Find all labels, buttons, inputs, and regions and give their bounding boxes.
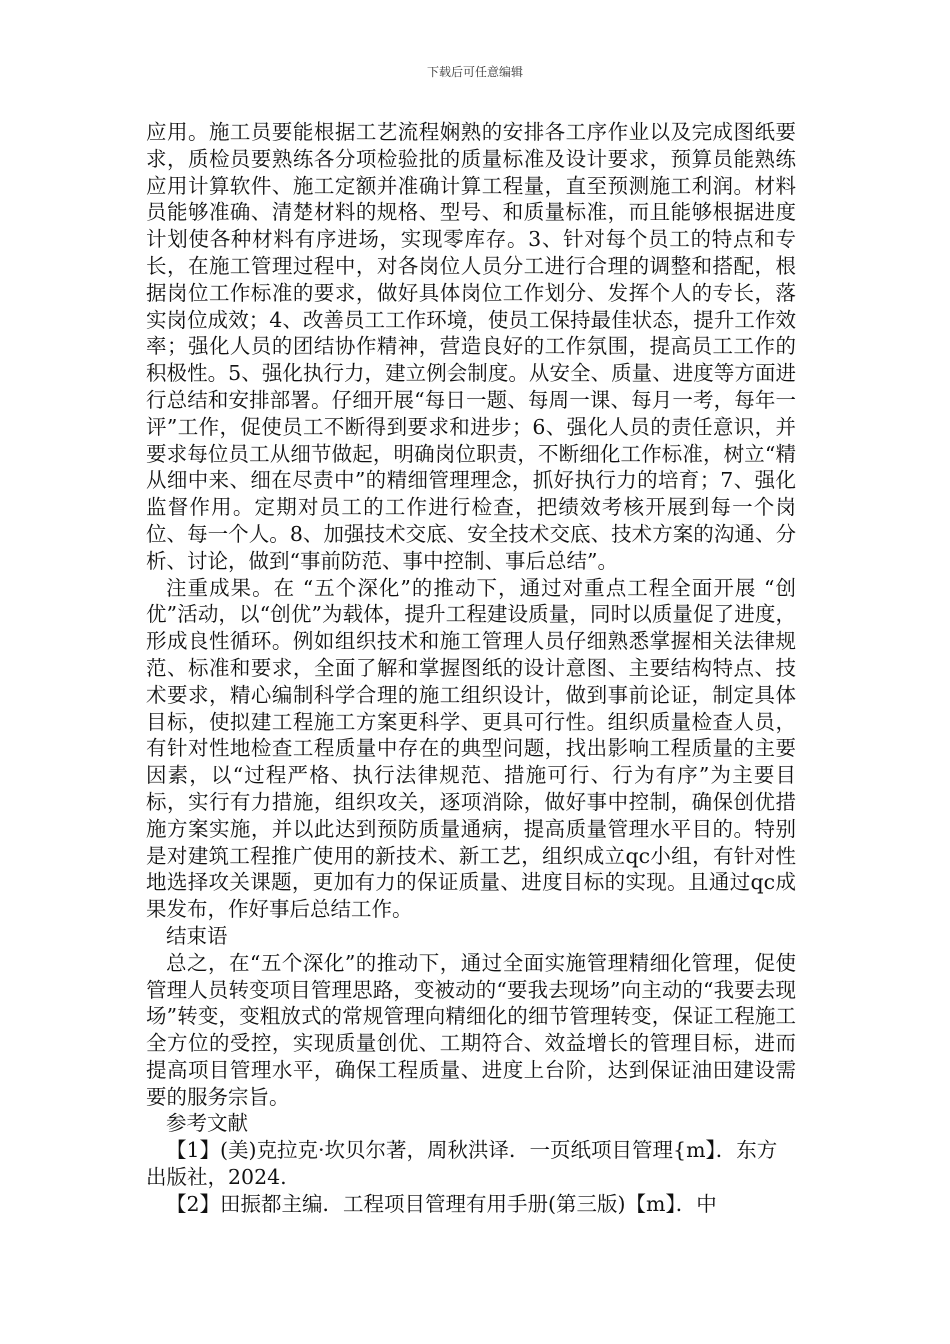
conclusion-heading: 结束语 bbox=[166, 923, 228, 948]
body-paragraph-2: 注重成果。在 “五个深化”的推动下，通过对重点工程全面开展 “创优”活动，以“创优”为载体，提升工程建设质量，同时以质量促了进度，形成良性循环。例如组织技术和施工管理人员仔细熟悉掌握相关法律规范、标准和要求，全面了解和掌握图纸的设计意图、主要结构特点、技术要求，精心编制科学合理的施工组织设计，做到事前论证，制定具体目标，使拟建工程施工方案更科学、更具可行性。组织质量检查人员，有针对性地检查工程质量中存在的典型问题，找出影响工程质量的主要因素，以“过程严格、执行法律规范、措施可行、行为有序”为主要目标，实行有力措施，组织攻关，逐项消除，做好事中控制，确保创优措施方案实施，并以此达到预防质量通病，提高质量管理水平目的。特别是对建筑工程推广使用的新技术、新工艺，组织成立qc小组，有针对性地选择攻关课题，更加有力的保证质量、进度目标的实现。且通过qc成果发布，作好事后总结工作。 bbox=[146, 575, 796, 922]
document-body bbox=[146, 119, 796, 1218]
references-heading: 参考文献 bbox=[166, 1111, 248, 1136]
page-header: 下载后可任意编辑 bbox=[426, 65, 523, 79]
reference-item-2: 【2】田振都主编．工程项目管理有用手册(第三版)【m】．中 bbox=[166, 1191, 717, 1216]
body-paragraph-3: 总之，在“五个深化”的推动下，通过全面实施管理精细化管理，促使管理人员转变项目管理思路，变被动的“要我去现场”向主动的“我要去现场”转变，变粗放式的常规管理向精细化的细节管理转变，保证工程施工全方位的受控，实现质量创优、工期符合、效益增长的管理目标，进而提高项目管理水平，确保工程质量、进度上台阶，达到保证油田建设需要的服务宗旨。 bbox=[146, 950, 796, 1109]
body-paragraph-1: 应用。施工员要能根据工艺流程娴熟的安排各工序作业以及完成图纸要求，质检员要熟练各分项检验批的质量标准及设计要求，预算员能熟练应用计算软件、施工定额并准确计算工程量，直至预测施工利润。材料员能够准确、清楚材料的规格、型号、和质量标准，而且能够根据进度计划使各种材料有序进场，实现零库存。3、针对每个员工的特点和专长，在施工管理过程中，对各岗位人员分工进行合理的调整和搭配，根据岗位工作标准的要求，做好具体岗位工作划分、发挥个人的专长，落实岗位成效；4、改善员工工作环境，使员工保持最佳状态，提升工作效率；强化人员的团结协作精神，营造良好的工作氛围，提高员工工作的积极性。5、强化执行力，建立例会制度。从安全、质量、进度等方面进行总结和安排部署。仔细开展“每日一题、每周一课、每月一考，每年一评”工作，促使员工不断得到要求和进步；6、强化人员的责任意识，并要求每位员工从细节做起，明确岗位职责，不断细化工作标准，树立“精从细中来、细在尽责中”的精细管理理念，抓好执行力的培育；7、强化监督作用。定期对员工的工作进行检查，把绩效考核开展到每一个岗位、每一个人。8、加强技术交底、安全技术交底、技术方案的沟通、分析、讨论，做到“事前防范、事中控制、事后总结”。 bbox=[146, 120, 796, 573]
reference-item-1: 【1】(美)克拉克·坎贝尔著，周秋洪译．一页纸项目管理{m】．东方出版社，2024. bbox=[146, 1138, 778, 1190]
